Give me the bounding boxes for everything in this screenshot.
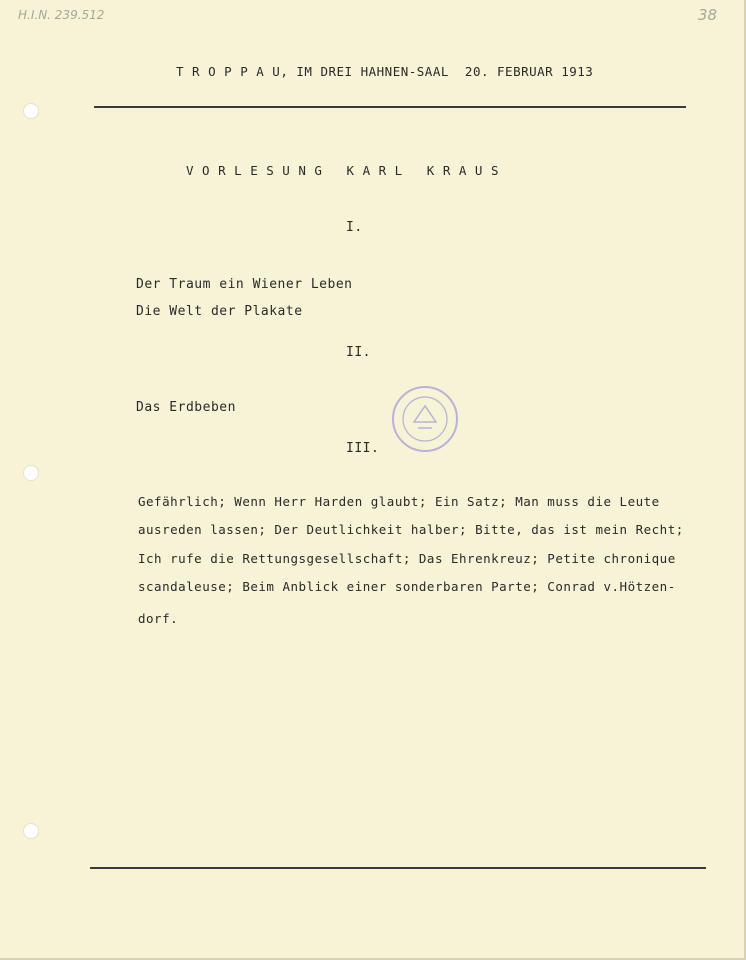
inventory-number: H.I.N. 239.512: [18, 8, 105, 22]
page-number: 38: [698, 6, 718, 24]
punch-hole-icon: [23, 103, 39, 119]
section-3-line: Gefährlich; Wenn Herr Harden glaubt; Ein Satz; Man muss die Leute: [138, 494, 660, 509]
header-rule: [94, 106, 686, 108]
section-1-item: Die Welt der Plakate: [136, 304, 303, 319]
section-numeral-3: III.: [346, 441, 380, 456]
section-3-line: ausreden lassen; Der Deutlichkeit halber; Bitte, das ist mein Recht;: [138, 522, 684, 537]
punch-hole-icon: [23, 823, 39, 839]
library-stamp-icon: [390, 384, 460, 454]
program-title: V O R L E S U N G K A R L K R A U S: [186, 163, 499, 178]
punch-hole-icon: [23, 465, 39, 481]
section-3-line: dorf.: [138, 611, 179, 626]
section-numeral-1: I.: [346, 220, 363, 235]
header-title: T R O P P A U, IM DREI HAHNEN-SAAL 20. FEBRUAR 1913: [176, 64, 594, 79]
section-1-item: Der Traum ein Wiener Leben: [136, 277, 353, 292]
section-numeral-2: II.: [346, 345, 371, 360]
section-3-line: Ich rufe die Rettungsgesellschaft; Das Ehrenkreuz; Petite chronique: [138, 551, 676, 566]
section-2-item: Das Erdbeben: [136, 400, 236, 415]
footer-rule: [90, 867, 706, 869]
section-3-line: scandaleuse; Beim Anblick einer sonderbaren Parte; Conrad v.Hötzen-: [138, 579, 676, 594]
